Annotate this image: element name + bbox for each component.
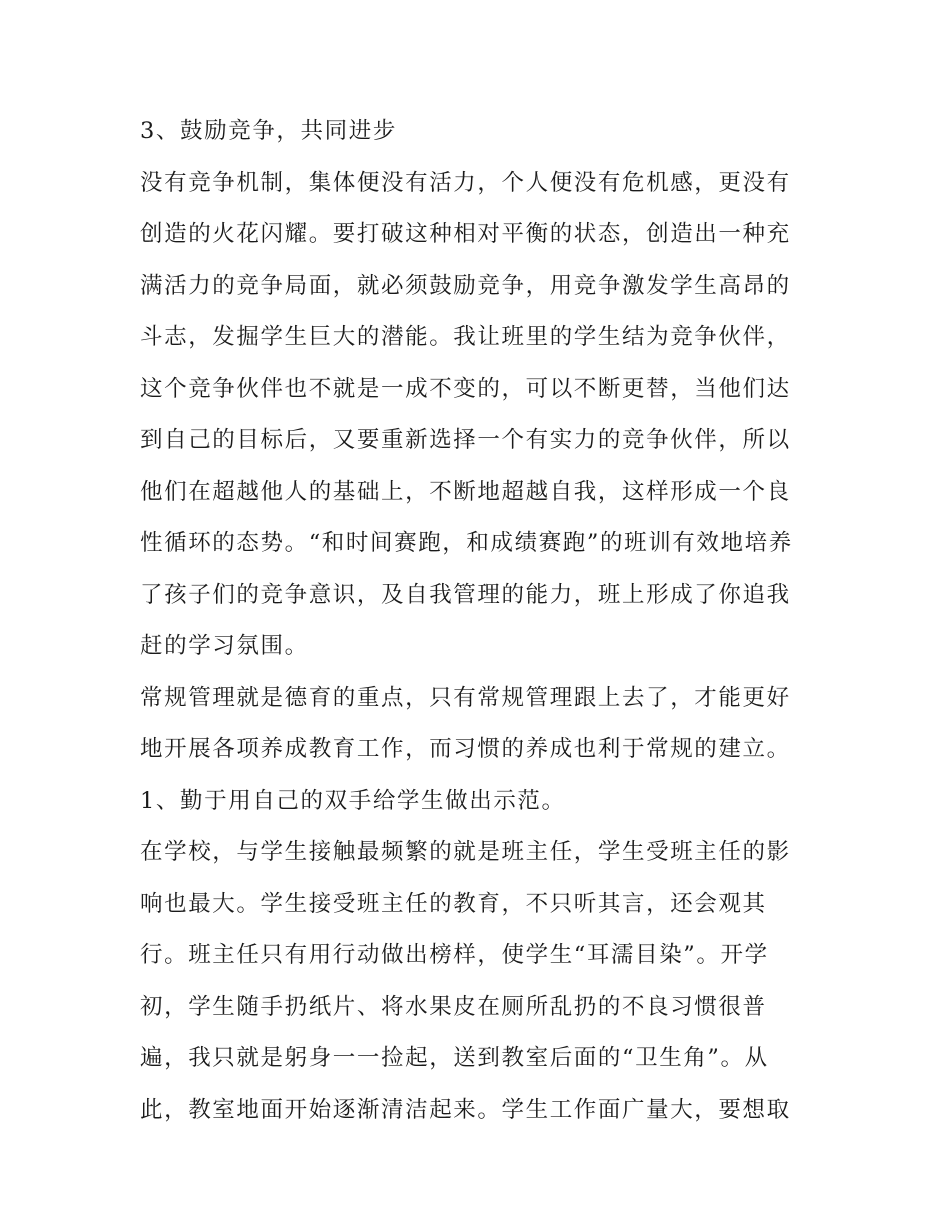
text-line: 他们在超越他人的基础上，不断地超越自我，这样形成一个良 (140, 478, 791, 505)
section-heading-3: 3、鼓励竞争，共同进步 (140, 118, 397, 144)
text-line: 地开展各项养成教育工作，而习惯的养成也利于常规的建立。 (140, 736, 791, 762)
document-body (140, 111, 820, 1141)
text-line: 性循环的态势。“和时间赛跑，和成绩赛跑”的班训有效地培养 (140, 530, 793, 556)
text-line: 常规管理就是德育的重点，只有常规管理跟上去了，才能更好 (140, 684, 791, 711)
text-line: 创造的火花闪耀。要打破这种相对平衡的状态，创造出一种充 (140, 221, 791, 247)
text-line: 满活力的竞争局面，就必须鼓励竞争，用竞争激发学生高昂的 (140, 272, 791, 299)
text-line: 此，教室地面开始逐渐清洁起来。学生工作面广量大，要想取 (140, 1096, 791, 1123)
text-line: 初，学生随手扔纸片、将水果皮在厕所乱扔的不良习惯很普 (140, 993, 767, 1020)
text-line: 在学校，与学生接触最频繁的就是班主任，学生受班主任的影 (140, 839, 791, 865)
text-line: 了孩子们的竞争意识，及自我管理的能力，班上形成了你追我 (140, 581, 791, 608)
text-line: 行。班主任只有用行动做出榜样，使学生“耳濡目染”。开学 (140, 942, 769, 968)
text-line: 响也最大。学生接受班主任的教育，不只听其言，还会观其 (140, 890, 767, 917)
text-line: 到自己的目标后，又要重新选择一个有实力的竞争伙伴，所以 (140, 427, 791, 453)
text-line: 没有竞争机制，集体便没有活力，个人便没有危机感，更没有 (140, 169, 791, 196)
text-line: 斗志，发掘学生巨大的潜能。我让班里的学生结为竞争伙伴， (140, 324, 791, 350)
text-line: 这个竞争伙伴也不就是一成不变的，可以不断更替，当他们达 (140, 375, 791, 402)
text-line: 赶的学习氛围。 (140, 633, 309, 659)
section-heading-1: 1、勤于用自己的双手给学生做出示范。 (140, 787, 566, 814)
text-line: 遍，我只就是躬身一一捡起，送到教室后面的“卫生角”。从 (140, 1045, 769, 1071)
